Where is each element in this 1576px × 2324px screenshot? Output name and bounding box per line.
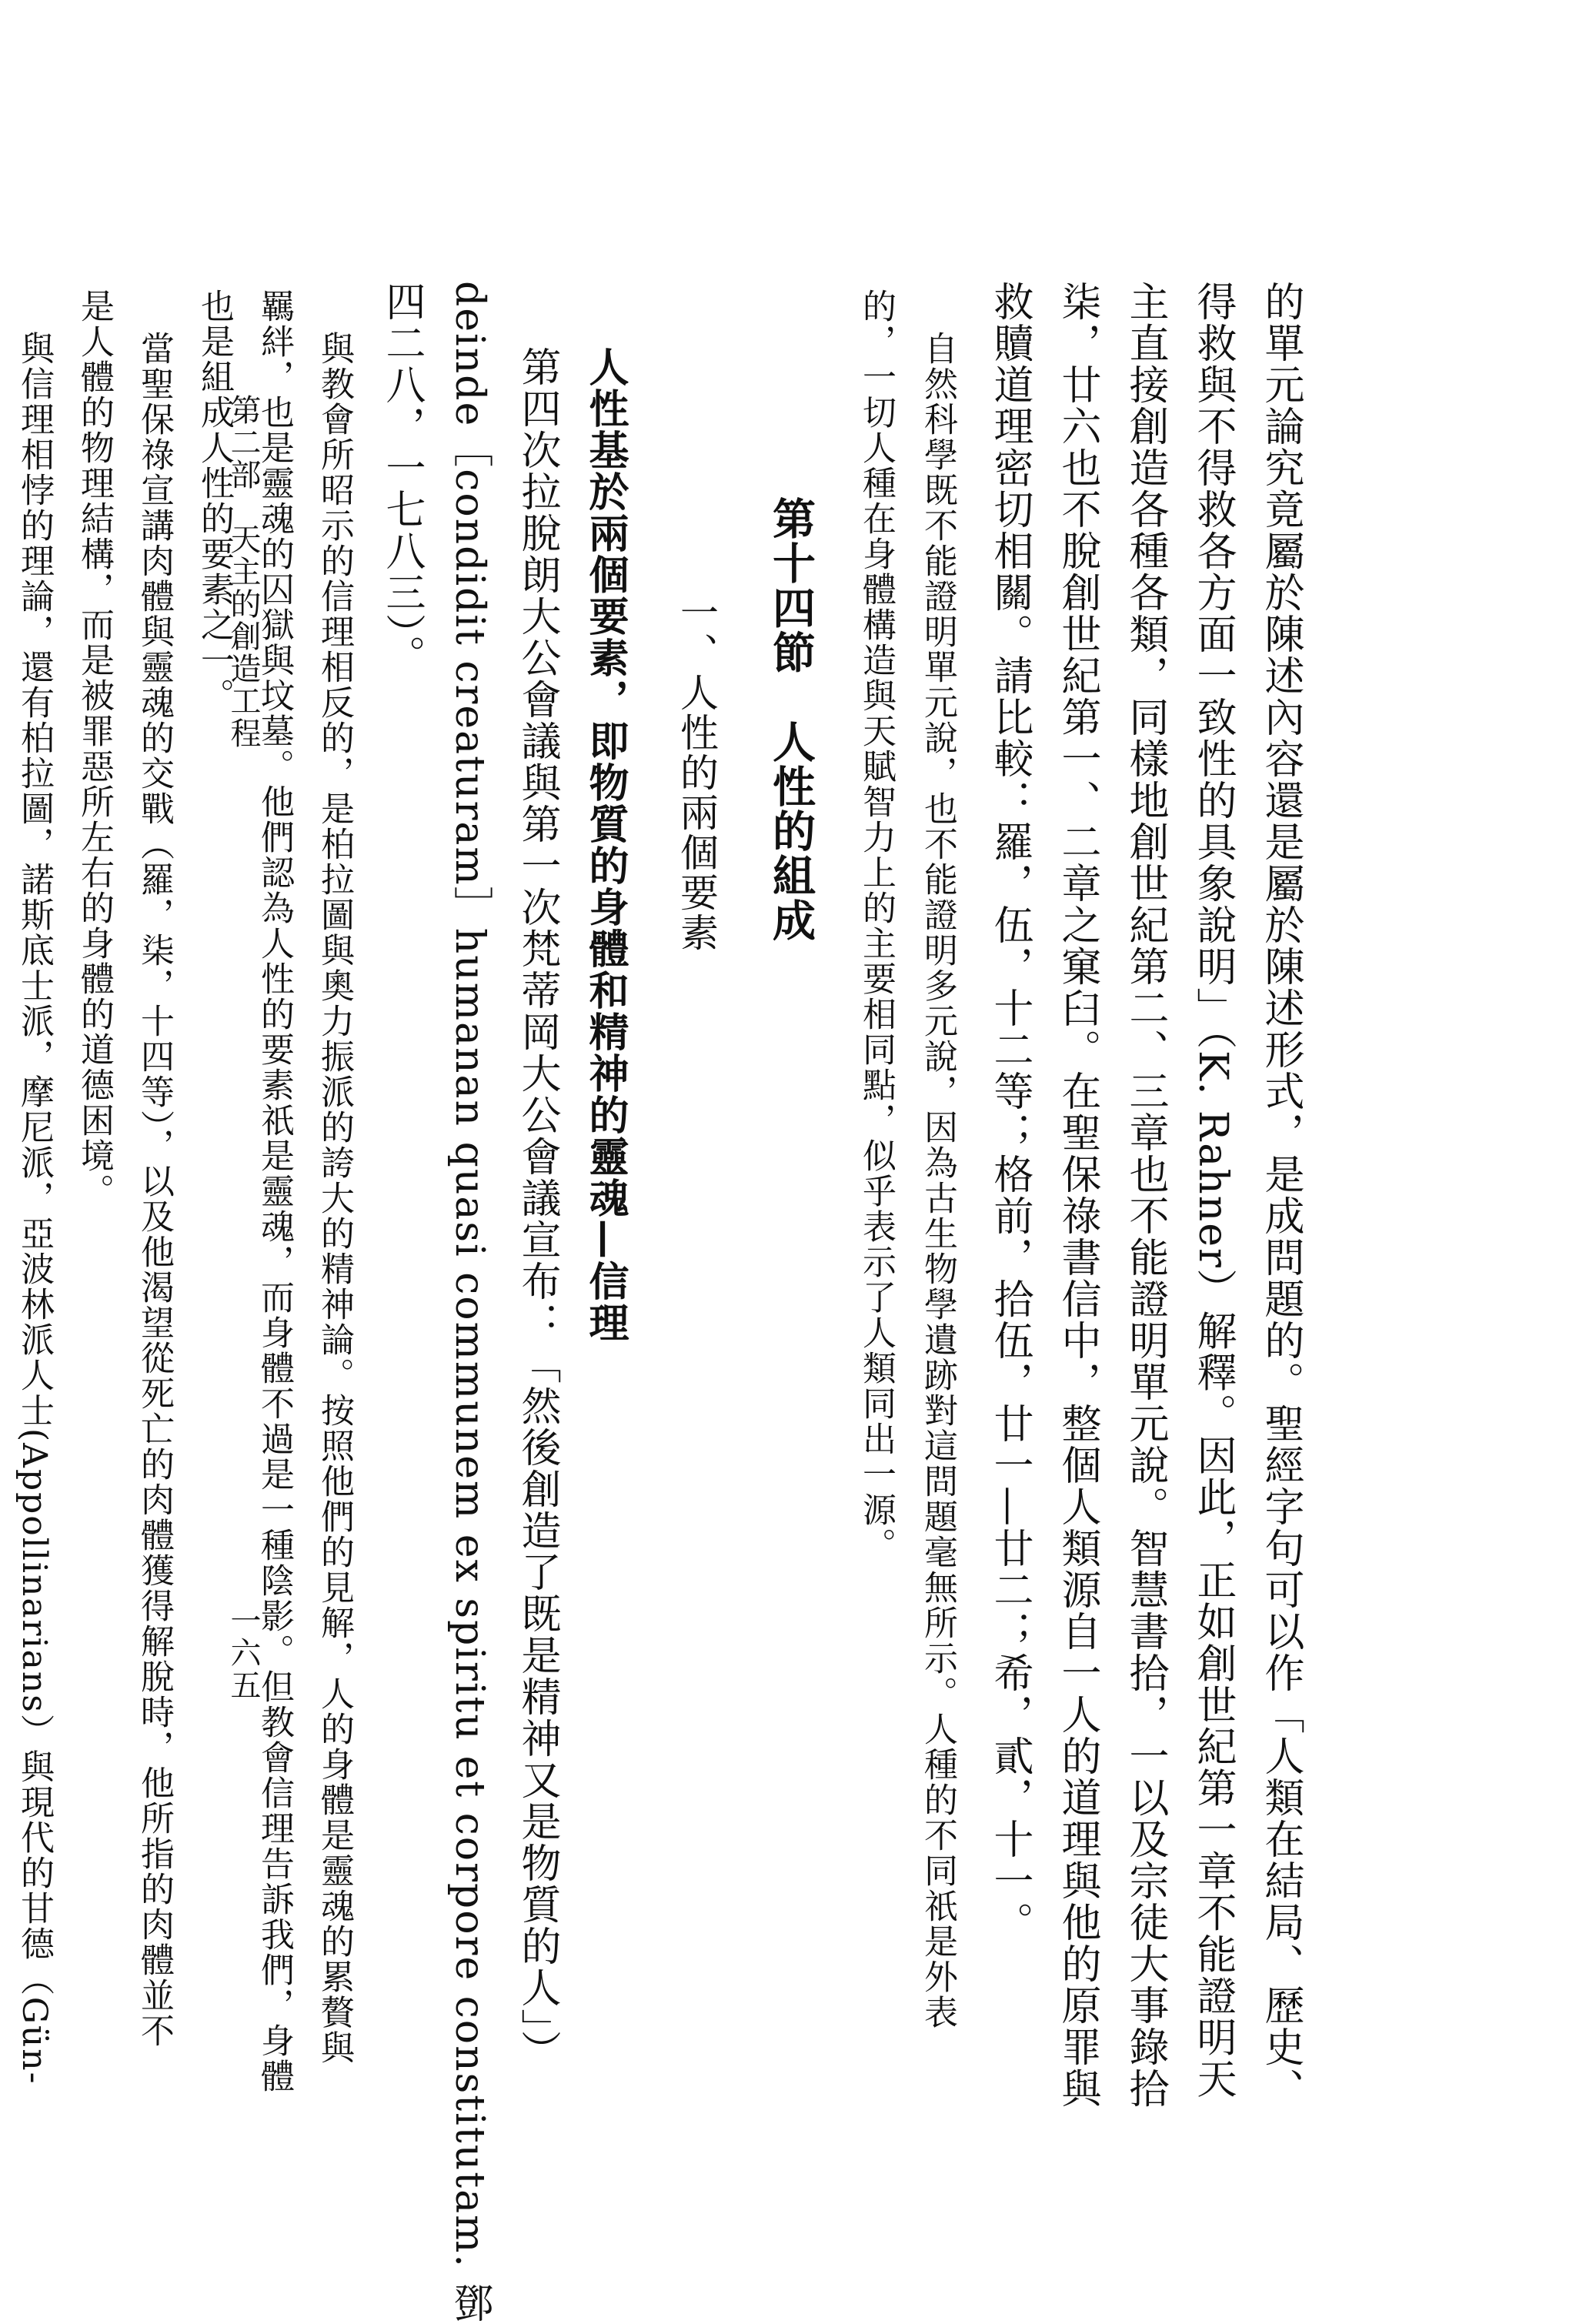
text-column-17: 當聖保祿宣講肉體與靈魂的交戰（羅，柒，十四等），以及他渴望從死亡的肉體獲得解脫時，他所指的肉體並不 xyxy=(135,331,174,2049)
text-column-6: 自然科學既不能證明單元說，也不能證明多元說，因為古生物學遺跡對這問題毫無所示。人種的不同祇是外表 xyxy=(918,331,957,2030)
text-column-7: 的，一切人種在身體構造與天賦智力上的主要相同點，似乎表示了人類同出一源。 xyxy=(856,289,896,1563)
running-title: 第二部 天主的創造工程 xyxy=(225,394,261,750)
text-column-13: 四二八，一七八三）。 xyxy=(379,281,425,676)
text-column-11: 第四次拉脫朗大公會議與第一次梵蒂岡大公會議宣布：「然後創造了既是精神又是物質的人」） xyxy=(514,346,560,2072)
page-number: 一六五 xyxy=(225,1604,261,1701)
text-column-1: 的單元論究竟屬於陳述內容還是屬於陳述形式，是成問題的。聖經字句可以作「人類在結局、歷史、 xyxy=(1257,281,1304,2109)
text-column-4: 柒，廿六也不脫創世紀第一、二章之窠臼。在聖保祿書信中，整個人類源自一人的道理與他的原罪與 xyxy=(1054,281,1100,2109)
text-column-3: 主直接創造各種各類，同樣地創世紀第二、三章也不能證明單元說。智慧書拾，一以及宗徒大事錄拾 xyxy=(1122,281,1168,2109)
text-column-5: 救贖道理密切相關。請比較：羅，伍，十二等；格前，拾伍，廿一—廿二；希，貳，十一。 xyxy=(987,281,1033,1943)
text-column-18: 是人體的物理結構，而是被罪惡所左右的身體的道德困境。 xyxy=(75,289,114,1209)
latin-quote-column: deinde［condidit creaturam］humanan quasi communem ex spiritu et corpore constitutam. 鄧 xyxy=(446,281,492,2324)
thesis-line: 人性基於兩個要素，即物質的身體和精神的靈魂—信理 xyxy=(582,346,629,1344)
text-column-2: 得救與不得救各方面一致性的具象說明」（K. Rahner）解釋。因此，正如創世紀第一章不能證明天 xyxy=(1190,281,1236,2100)
text-column-19: 與信理相悖的理論，還有柏拉圖，諾斯底士派，摩尼派，亞波林派人士(Appollinarians）與現代的甘德（Gün- xyxy=(15,331,54,2085)
text-column-16: 也是組成人性的要素之一。 xyxy=(195,289,234,713)
text-column-14: 與教會所昭示的信理相反的，是柏拉圖與奧力振派的誇大的精神論。按照他們的見解，人的身體是靈魂的累贅與 xyxy=(315,331,354,2065)
text-column-15: 羈絆，也是靈魂的囚獄與坟墓。他們認為人性的要素祇是靈魂，而身體不過是一種陰影。但教會信理告訴我們，身體 xyxy=(255,289,294,2094)
section-heading: 第十四節 人性的組成 xyxy=(766,496,816,943)
subsection-heading: 一、人性的兩個要素 xyxy=(674,593,719,953)
